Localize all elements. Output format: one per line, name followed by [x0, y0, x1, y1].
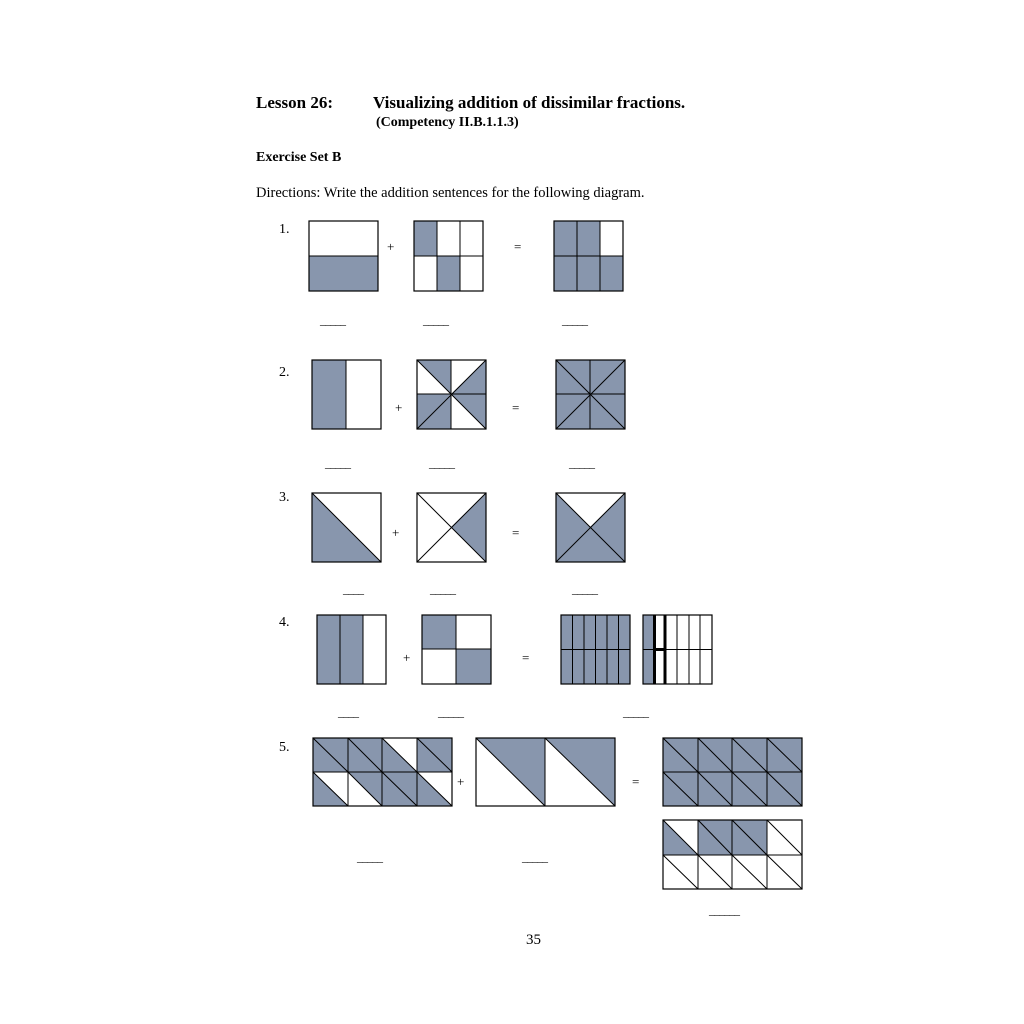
directions-text: Directions: Write the addition sentences for the following diagram. — [256, 185, 645, 201]
problem-1-answer-blank-3[interactable]: _____ — [562, 313, 587, 327]
problem-4-answer-blank-1[interactable]: ____ — [338, 705, 358, 719]
problem-3-diagram-c — [556, 493, 625, 562]
problem-4-plus-sign: + — [403, 650, 411, 665]
problem-5-diagram-b — [476, 738, 615, 806]
problem-3-answer-blank-2[interactable]: _____ — [430, 582, 455, 596]
problem-3-answer-blank-3[interactable]: _____ — [572, 582, 597, 596]
problem-1-plus-sign: + — [387, 239, 395, 254]
problem-4-answer-blank-3[interactable]: _____ — [623, 705, 648, 719]
problem-4-equals-sign: = — [522, 650, 530, 665]
competency-label: (Competency II.B.1.1.3) — [376, 115, 519, 130]
lesson-title: Visualizing addition of dissimilar fractions. — [373, 93, 686, 112]
problem-4-answer-blank-2[interactable]: _____ — [438, 705, 463, 719]
problem-2-number: 2. — [279, 365, 290, 380]
problem-4-diagram-d — [643, 615, 712, 684]
problem-2-diagram-a — [312, 360, 381, 429]
problem-1-diagram-b — [414, 221, 483, 291]
problem-1-diagram-a — [309, 221, 378, 291]
exercise-set-heading: Exercise Set B — [256, 150, 342, 165]
problem-5-number: 5. — [279, 740, 290, 755]
problem-1-equals-sign: = — [514, 239, 522, 254]
problem-1-answer-blank-2[interactable]: _____ — [423, 313, 448, 327]
problem-3-equals-sign: = — [512, 525, 520, 540]
lesson-number: Lesson 26: — [256, 93, 333, 112]
problem-5-answer-blank-3[interactable]: ______ — [709, 903, 739, 917]
problem-3-answer-blank-1[interactable]: ____ — [343, 582, 363, 596]
problem-4-diagram-b — [422, 615, 491, 684]
problem-4-number: 4. — [279, 615, 290, 630]
problem-2-diagram-b — [417, 360, 486, 429]
problem-5-answer-blank-2[interactable]: _____ — [522, 850, 547, 864]
problem-3-number: 3. — [279, 490, 290, 505]
problem-3-diagram-a — [312, 493, 381, 562]
problem-2-answer-blank-1[interactable]: _____ — [325, 456, 350, 470]
problem-3-diagram-b — [417, 493, 486, 562]
problem-2-equals-sign: = — [512, 400, 520, 415]
problem-5-plus-sign: + — [457, 774, 465, 789]
problem-5-diagram-c — [663, 738, 802, 806]
problem-4-diagram-c — [561, 615, 630, 684]
problem-5-diagram-a — [313, 738, 452, 806]
page-number: 35 — [526, 932, 541, 948]
problem-1-number: 1. — [279, 222, 290, 237]
problem-3-plus-sign: + — [392, 525, 400, 540]
problem-5-answer-blank-1[interactable]: _____ — [357, 850, 382, 864]
problem-5-equals-sign: = — [632, 774, 640, 789]
problem-2-diagram-c — [556, 360, 625, 429]
problem-1-answer-blank-1[interactable]: _____ — [320, 313, 345, 327]
problem-5-diagram-d — [663, 820, 802, 889]
problem-2-answer-blank-3[interactable]: _____ — [569, 456, 594, 470]
problem-1-diagram-c — [554, 221, 623, 291]
problem-4-diagram-a — [317, 615, 386, 684]
problem-2-plus-sign: + — [395, 400, 403, 415]
problem-2-answer-blank-2[interactable]: _____ — [429, 456, 454, 470]
